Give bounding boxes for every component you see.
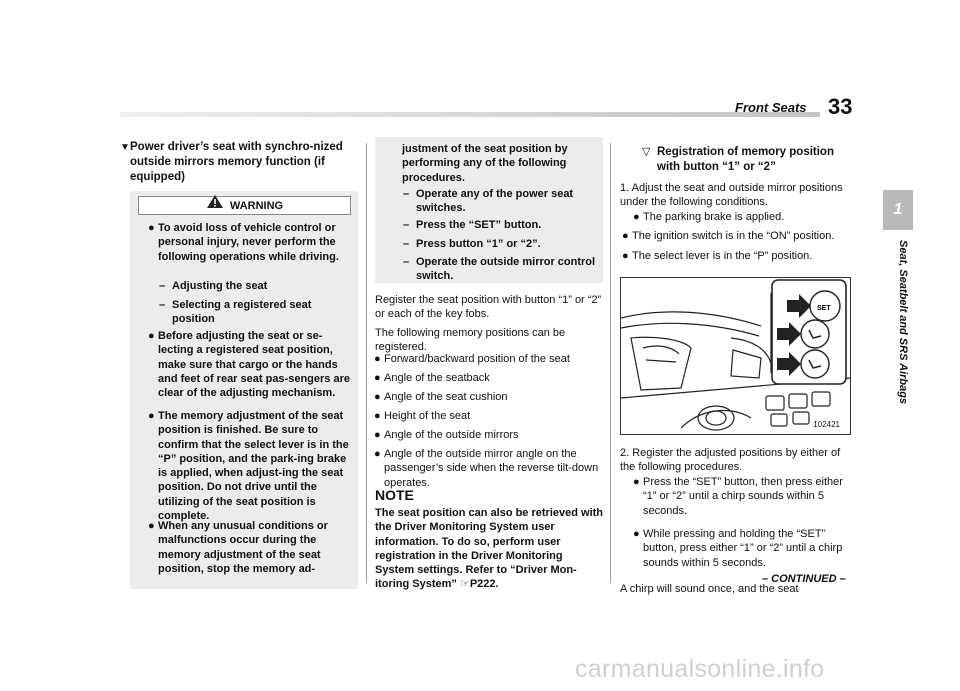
bullet: ● xyxy=(374,410,381,422)
warning-item-text: Before adjusting the seat or se-lecting a registered seat position, make sure that cargo or the hands and feet of rear seat pas-sengers are clear of the adjusting mechanism. xyxy=(158,330,350,400)
subsection-heading xyxy=(642,145,847,175)
warning-item-text: When any unusual conditions or malfunctions occur during the memory adjustment of the seat position, stop the memory ad- xyxy=(158,520,328,575)
chapter-tab: 1 xyxy=(883,190,913,230)
bullet: ● xyxy=(148,410,155,422)
warning-subitem-text: Adjusting the seat xyxy=(172,280,268,292)
step-text: 1. Adjust the seat and outside mirror positions under the following conditions. xyxy=(620,182,843,209)
condition-text: The ignition switch is in the “ON” position. xyxy=(632,230,835,242)
procedure-item xyxy=(633,527,849,570)
note-text: The seat position can also be retrieved with the Driver Monitoring System user information. To do so, perform user registration in the Driver Monitoring System settings. Refer to “Driver Mon-itoring System” ☞P222. xyxy=(375,507,604,591)
memory-item-text: Angle of the seatback xyxy=(384,372,490,384)
procedure-text: Press the “SET” button, then press either “1” or “2” until a chirp sounds within 5 seconds. xyxy=(643,476,843,517)
procedure-text: While pressing and holding the “SET” button, press either “1” or “2” until a chirp sounds within 5 seconds. xyxy=(643,528,843,569)
dash: – xyxy=(159,299,166,311)
set-button-label: SET xyxy=(817,305,831,312)
warning-item-text: To avoid loss of vehicle control or personal injury, never perform the following operations while driving. xyxy=(158,222,339,263)
memory-item-text: Angle of the outside mirror angle on the passenger’s side when the reverse tilt-down operates. xyxy=(384,448,599,489)
step-text: 2. Register the adjusted positions by either of the following procedures. xyxy=(620,447,841,474)
dash: – xyxy=(403,256,410,268)
warning-item xyxy=(148,519,350,576)
procedure-text: Operate the outside mirror control switch. xyxy=(416,256,596,283)
bullet: ● xyxy=(148,330,155,342)
section-heading-text: Power driver’s seat with synchro-nized outside mirrors memory function (if equipped) xyxy=(130,141,343,183)
condition-item xyxy=(622,249,849,263)
bullet: ● xyxy=(622,250,629,262)
procedure-text: Press button “1” or “2”. xyxy=(416,238,541,250)
condition-item xyxy=(633,210,849,224)
header-rule xyxy=(120,112,820,117)
memory-item-text: Angle of the outside mirrors xyxy=(384,429,519,441)
trailing-text: A chirp will sound once, and the seat xyxy=(620,583,799,595)
bullet: ● xyxy=(148,222,155,234)
bullet: ● xyxy=(633,476,640,488)
bullet: ● xyxy=(633,528,640,540)
warning-header xyxy=(138,196,351,215)
running-title: Front Seats xyxy=(735,100,807,115)
dash: – xyxy=(159,280,166,292)
condition-item xyxy=(622,229,849,243)
memory-item xyxy=(374,409,604,423)
memory-item xyxy=(374,428,604,442)
procedure-item xyxy=(403,255,597,284)
condition-text: The parking brake is applied. xyxy=(643,211,785,223)
warning-item xyxy=(148,221,350,264)
dash: – xyxy=(403,238,410,250)
warning-label: WARNING xyxy=(229,199,284,212)
warning-item-text: The memory adjustment of the seat position is finished. Be sure to confirm that the select lever is in the “P” position, and the park-ing brake is applied, when adjust-ing the seat position. Do not drive until the utilizing of the seat position is complete. xyxy=(158,410,349,523)
subheading-marker: ▽ xyxy=(642,146,651,158)
warning-item xyxy=(148,329,350,400)
heading-marker: ▼ xyxy=(120,142,130,153)
procedure-item xyxy=(403,218,597,232)
bullet: ● xyxy=(148,520,155,532)
page-number: 33 xyxy=(828,94,853,119)
paragraph: The following memory positions can be registered. xyxy=(375,327,566,354)
procedure-item xyxy=(633,475,849,518)
memory-item xyxy=(374,352,604,366)
bullet: ● xyxy=(633,211,640,223)
procedure-text: Operate any of the power seat switches. xyxy=(416,188,574,215)
watermark: carmanualsonline.info xyxy=(575,655,825,683)
column-divider xyxy=(610,143,611,583)
memory-item xyxy=(374,390,604,404)
warning-item xyxy=(148,409,350,523)
chapter-title: Seat, Seatbelt and SRS Airbags xyxy=(897,240,909,405)
bullet: ● xyxy=(622,230,629,242)
continued-label: – CONTINUED – xyxy=(762,573,846,585)
subsection-heading-text: Registration of memory position with button “1” or “2” xyxy=(657,146,834,173)
warning-subitem xyxy=(159,298,350,327)
figure-code: 102421 xyxy=(813,420,840,429)
memory-item xyxy=(374,371,604,385)
section-heading xyxy=(120,140,355,185)
memory-item-text: Angle of the seat cushion xyxy=(384,391,508,403)
door-panel-illustration xyxy=(621,278,850,434)
procedure-item xyxy=(403,187,597,216)
column-divider xyxy=(366,143,367,583)
paragraph: Register the seat position with button “1” or “2” or each of the key fobs. xyxy=(375,294,602,321)
warning-icon xyxy=(206,194,224,209)
procedure-text: Press the “SET” button. xyxy=(416,219,542,231)
memory-item xyxy=(374,447,604,490)
warning-subitem-text: Selecting a registered seat position xyxy=(172,299,312,326)
bullet: ● xyxy=(374,353,381,365)
bullet: ● xyxy=(374,429,381,441)
dash: – xyxy=(403,219,410,231)
condition-text: The select lever is in the “P” position. xyxy=(632,250,813,262)
note-heading: NOTE xyxy=(375,487,414,503)
warning-continued-text: justment of the seat position by performing any of the following procedures. xyxy=(402,143,568,184)
bullet: ● xyxy=(374,448,381,460)
procedure-item xyxy=(403,237,597,251)
warning-subitem xyxy=(159,279,350,293)
memory-item-text: Forward/backward position of the seat xyxy=(384,353,570,365)
memory-item-text: Height of the seat xyxy=(384,410,471,422)
bullet: ● xyxy=(374,391,381,403)
door-panel-figure xyxy=(620,277,851,435)
dash: – xyxy=(403,188,410,200)
bullet: ● xyxy=(374,372,381,384)
